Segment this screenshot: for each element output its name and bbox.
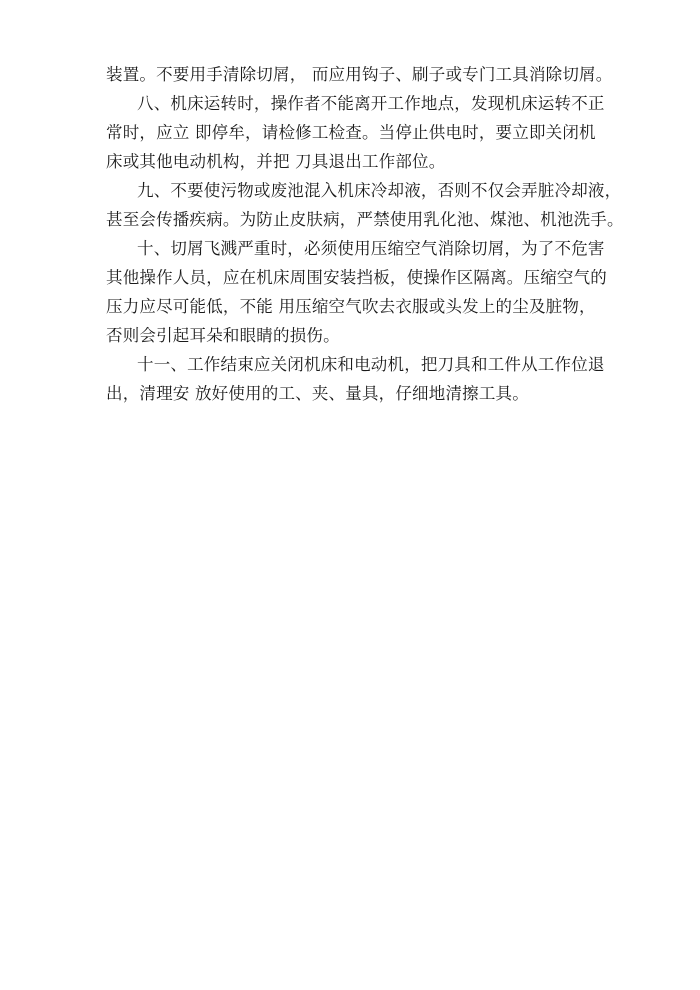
paragraph-continuation (106, 60, 613, 89)
text-line: 出，清理安 放好使用的工、夹、量具，仔细地清擦工具。 (106, 384, 529, 403)
text-line: 装置。不要用手清除切屑， 而应用钩子、刷子或专门工具消除切屑。 (106, 65, 613, 84)
text-line: 甚至会传播疾病。为防止皮肤病，严禁使用乳化池、煤池、机池洗手。 (106, 210, 624, 229)
text-line: 压力应尽可能低，不能 用压缩空气吹去衣服或头发上的尘及脏物， (106, 297, 596, 316)
text-line: 床或其他电动机构，并把 刀具退出工作部位。 (106, 152, 446, 171)
text-line: 八、机床运转时，操作者不能离开工作地点，发现机床运转不正 (137, 94, 605, 113)
paragraph-item-11 (106, 350, 605, 408)
text-line: 十、切屑飞溅严重时，必须使用压缩空气消除切屑，为了不危害 (137, 239, 605, 258)
paragraph-item-9 (106, 176, 624, 234)
text-line: 十一、工作结束应关闭机床和电动机，把刀具和工件从工作位退 (137, 355, 605, 374)
document-body (106, 60, 624, 408)
text-line: 其他操作人员，应在机床周围安装挡板，使操作区隔离。压缩空气的 (106, 268, 607, 287)
paragraph-item-10 (106, 234, 607, 350)
text-line: 常时，应立 即停牟，请检修工检查。当停止供电时，要立即关闭机 (106, 123, 596, 142)
paragraph-item-8 (106, 89, 605, 176)
text-line: 否则会引起耳朵和眼睛的损伤。 (106, 326, 340, 345)
text-line: 九、不要使污物或废池混入机床冷却液，否则不仅会弄脏冷却液， (137, 181, 622, 200)
